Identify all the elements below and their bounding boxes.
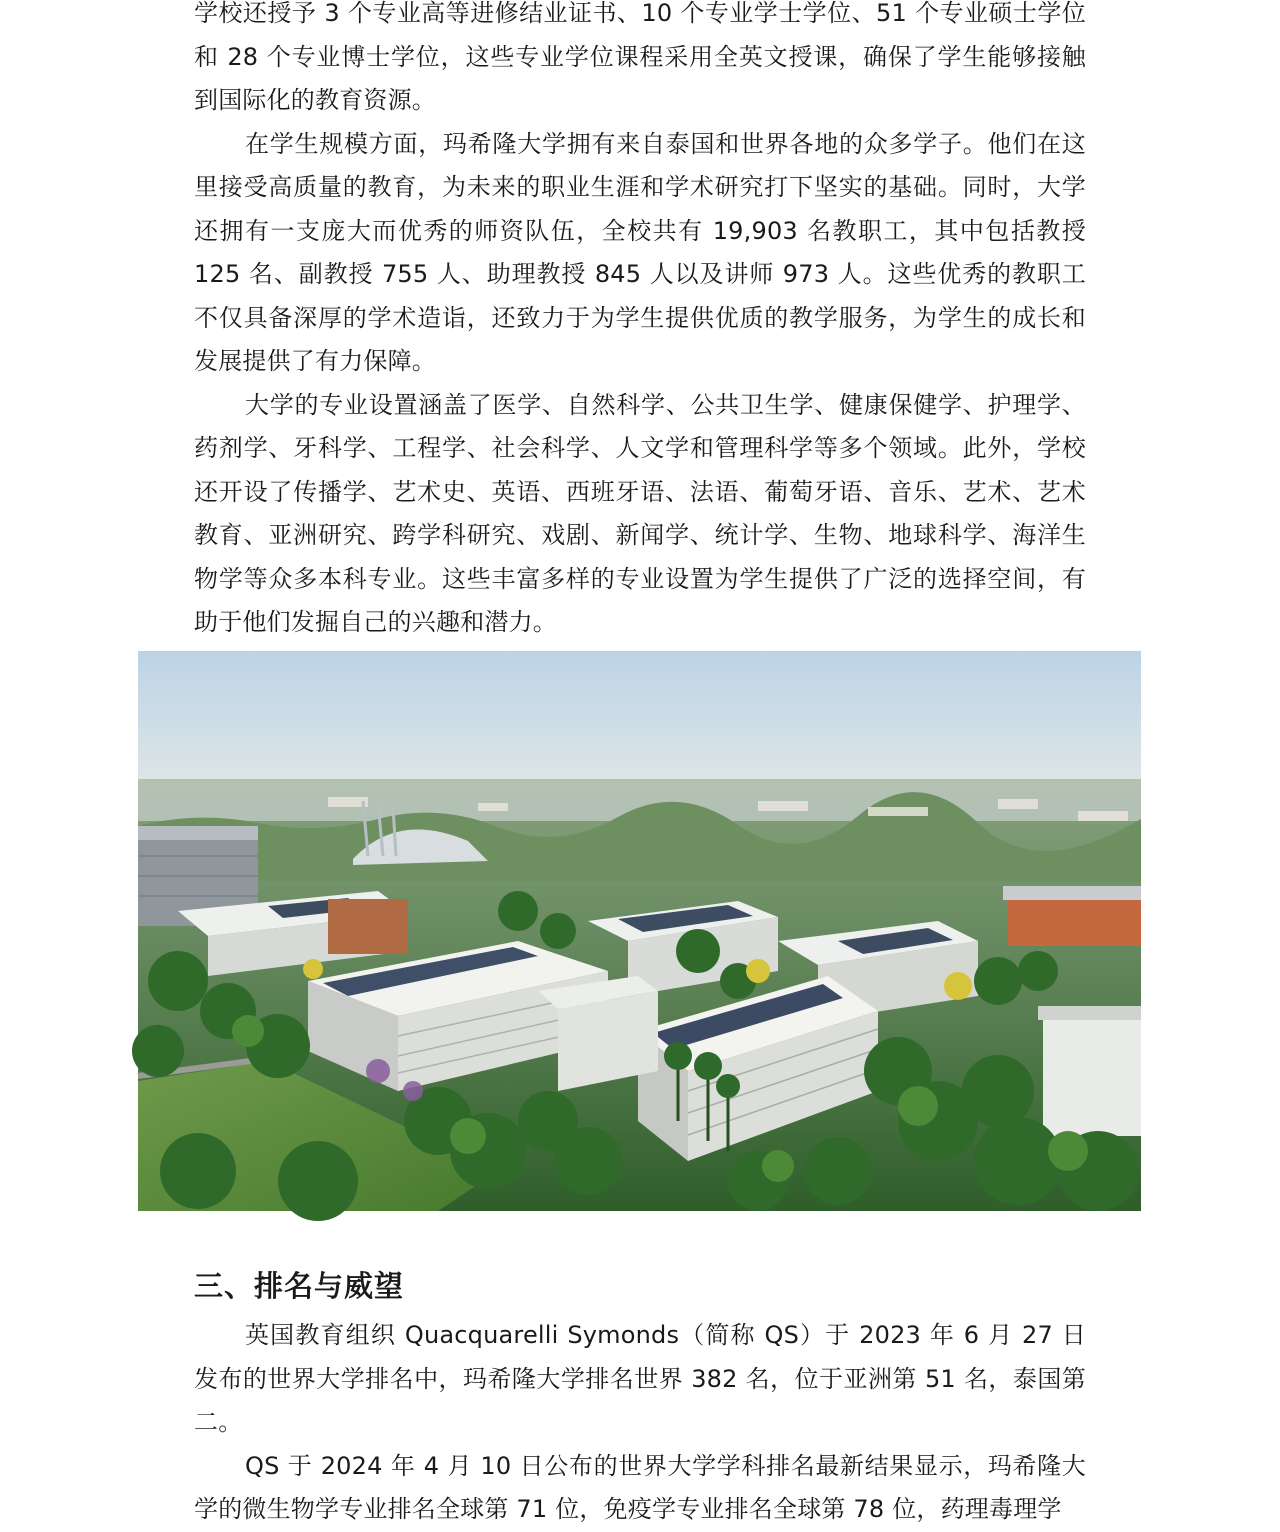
section-heading-ranking: 三、排名与威望	[194, 1269, 405, 1303]
sky	[138, 651, 1141, 791]
paragraph-qs-2023: 英国教育组织 Quacquarelli Symonds（简称 QS）于 2023 年 6 月 27 日发布的世界大学排名中，玛希隆大学排名世界 382 名，位于亚洲第 51 名，泰国第二。	[194, 1321, 1086, 1436]
paragraph-students-faculty: 在学生规模方面，玛希隆大学拥有来自泰国和世界各地的众多学子。他们在这里接受高质量的教育，为未来的职业生涯和学术研究打下坚实的基础。同时，大学还拥有一支庞大而优秀的师资队伍，全校共有 19,903 名教职工，其中包括教授 125 名、副教授 755 人、助理教授 845 人以及讲师 973 人。这些优秀的教职工不仅具备深厚的学术造诣，还致力于为学生提供优质的教学服务，为学生的成长和发展提供了有力保障。	[194, 129, 1086, 375]
bottom-text-block	[194, 1314, 1086, 1532]
top-text-block	[194, 0, 1086, 645]
paragraph-majors: 大学的专业设置涵盖了医学、自然科学、公共卫生学、健康保健学、护理学、药剂学、牙科学、工程学、社会科学、人文学和管理科学等多个领域。此外，学校还开设了传播学、艺术史、英语、西班牙语、法语、葡萄牙语、音乐、艺术、艺术教育、亚洲研究、跨学科研究、戏剧、新闻学、统计学、生物、地球科学、海洋生物学等众多本科专业。这些丰富多样的专业设置为学生提供了广泛的选择空间，有助于他们发掘自己的兴趣和潜力。	[194, 390, 1086, 636]
brown-building	[328, 899, 408, 954]
bottom-right-building	[1043, 1016, 1141, 1136]
campus-aerial-illustration	[138, 651, 1141, 1211]
paragraph-degrees: 学校还授予 3 个专业高等进修结业证书、10 个专业学士学位、51 个专业硕士学位和 28 个专业博士学位，这些专业学位课程采用全英文授课，确保了学生能够接触到国际化的教育资源。	[194, 0, 1086, 114]
paragraph-qs-subject-2024: QS 于 2024 年 4 月 10 日公布的世界大学学科排名最新结果显示，玛希隆大学的微生物学专业排名全球第 71 位，免疫学专业排名全球第 78 位，药理毒理学	[194, 1451, 1086, 1523]
right-orange-building	[1008, 896, 1141, 946]
campus-aerial-photo	[138, 651, 1141, 1211]
